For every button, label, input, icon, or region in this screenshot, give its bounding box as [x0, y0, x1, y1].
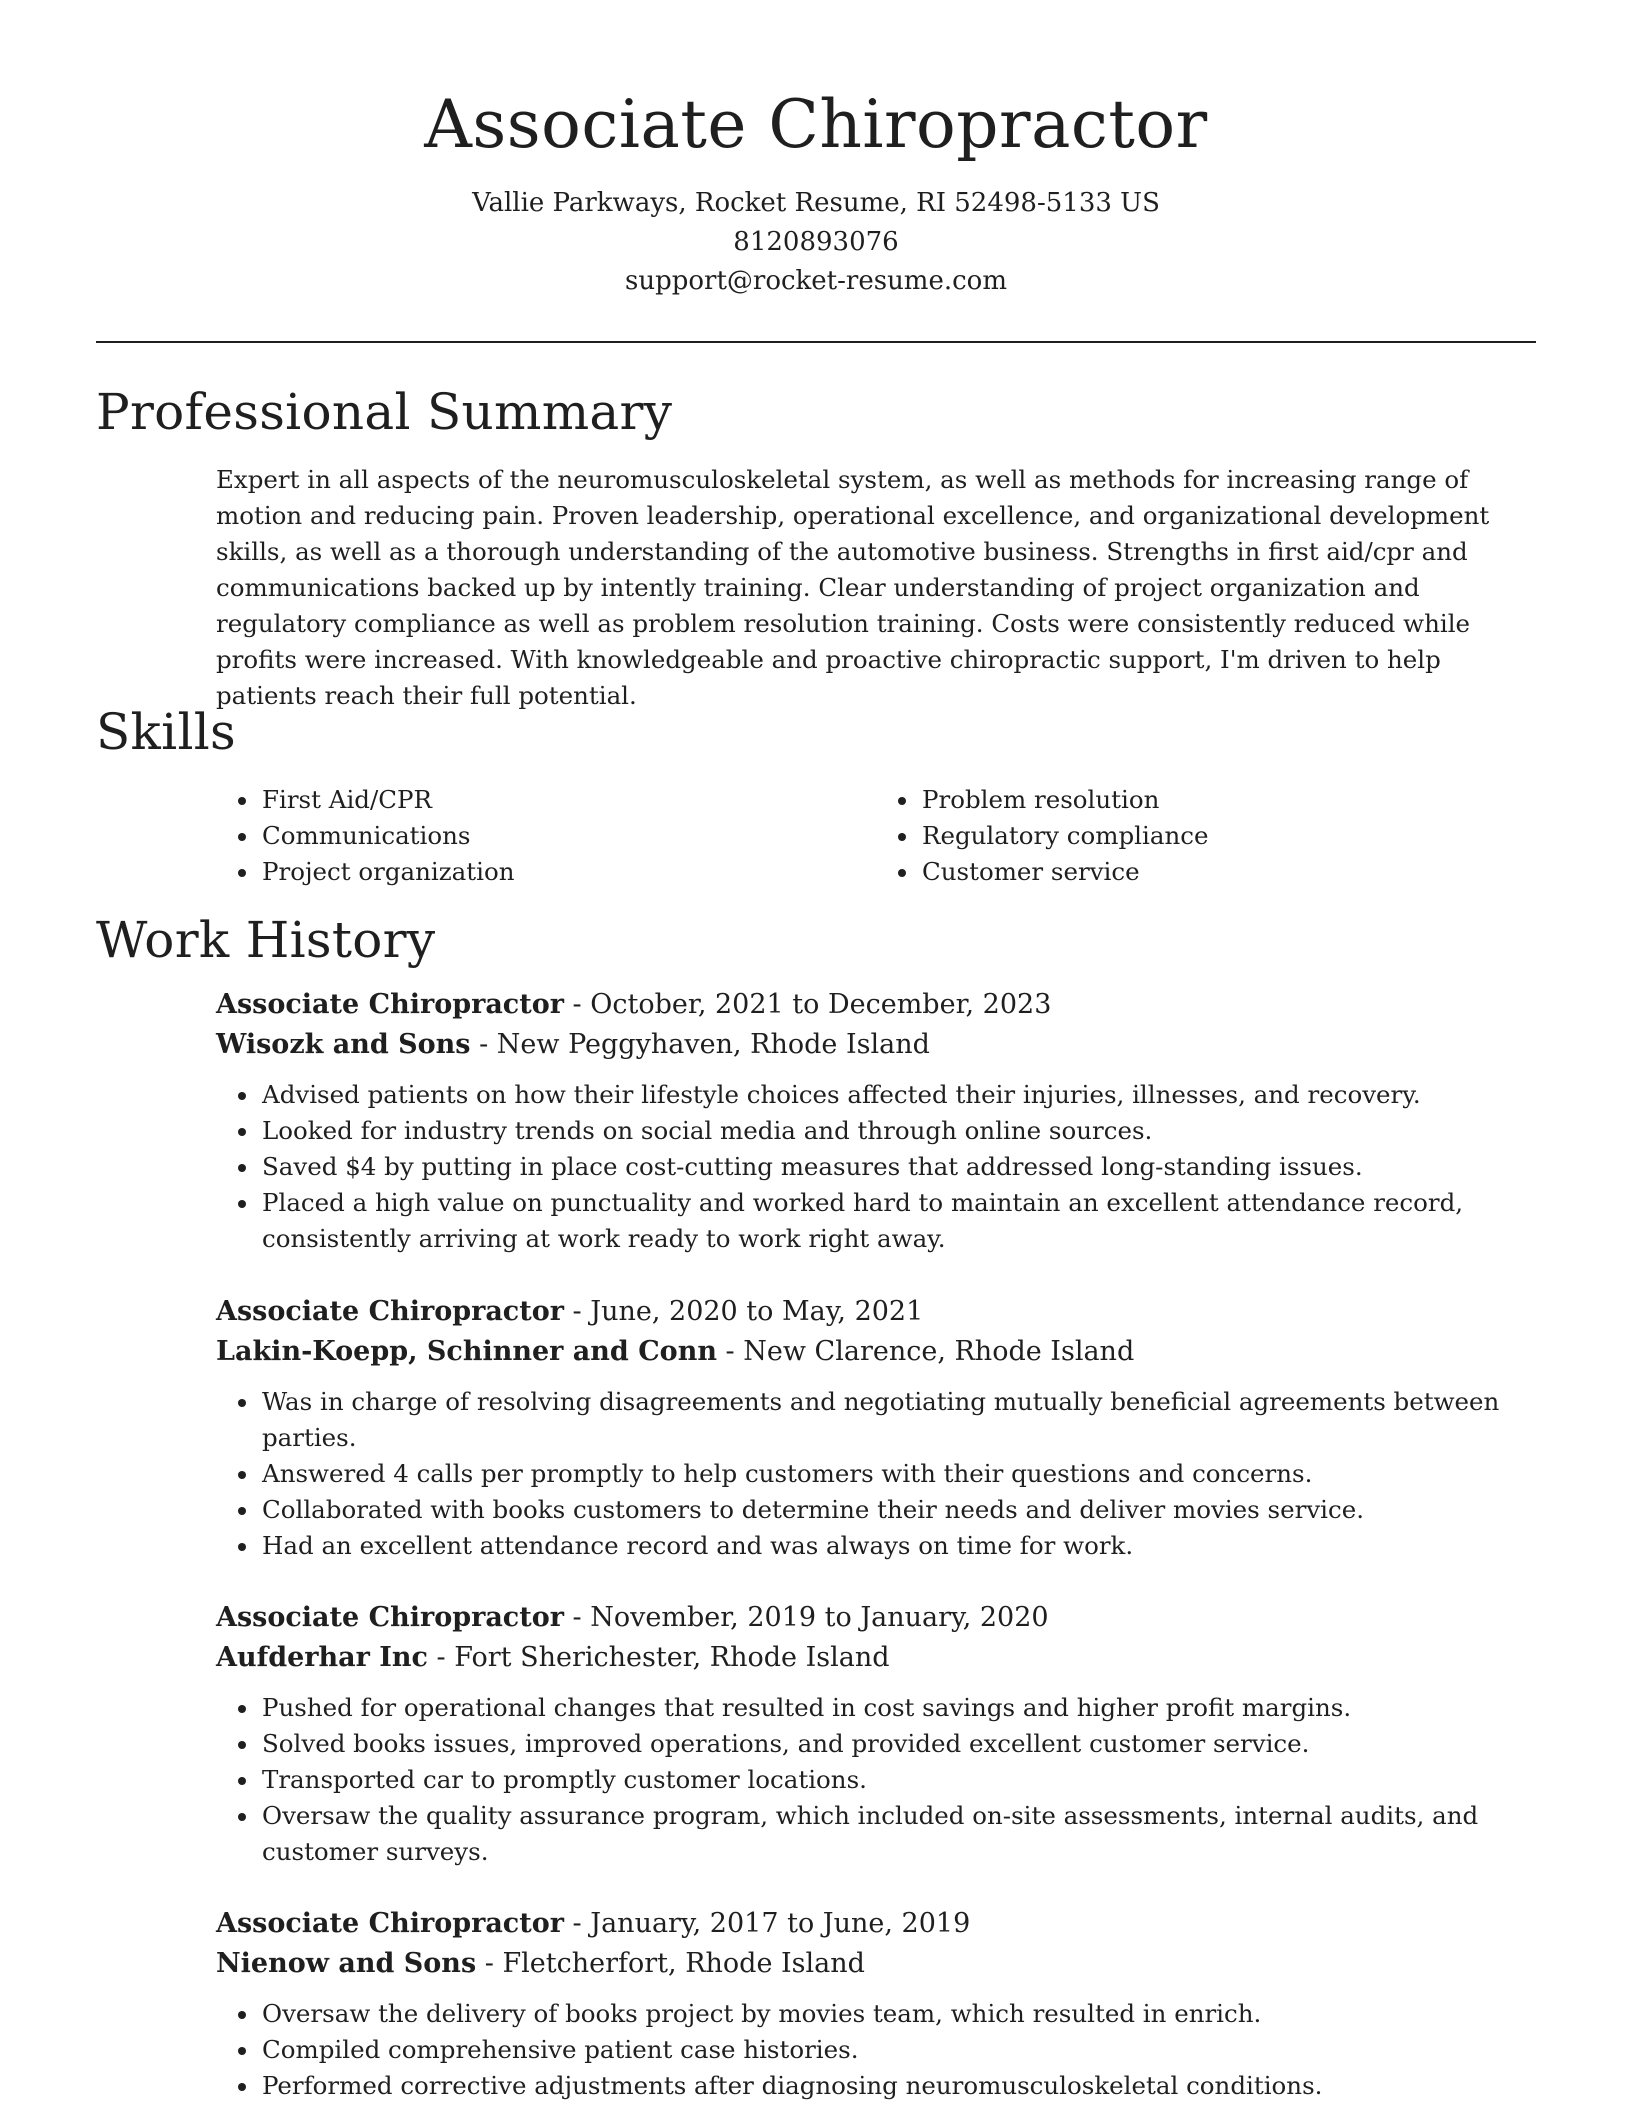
job-dates: November, 2019 to January, 2020 [590, 1602, 1049, 1633]
skill-item: • Project organization [260, 854, 876, 890]
job-company-line: Lakin-Koepp, Schinner and Conn - New Clarence, Rhode Island [216, 1336, 1135, 1367]
job-location: New Clarence, Rhode Island [743, 1336, 1135, 1367]
skill-item: • Problem resolution [920, 782, 1536, 818]
summary-text: Expert in all aspects of the neuromusculoskeletal system, as well as methods for increasing range of motion and reducing pain. Proven leadership, operational excellence, and organizational development skills, as well as a thorough understanding of the automotive business. Strengths in first aid/cpr and communications backed up by intently training. Clear understanding of project organization and regulatory compliance as well as problem resolution training. Costs were consistently reduced while profits were increased. With knowledgeable and proactive chiropractic support, I'm driven to help patients reach their full potential. [216, 465, 1490, 710]
skills-list [216, 782, 1536, 890]
job-bullet: • Advised patients on how their lifestyle choices affected their injuries, illnesses, and recovery. [260, 1077, 1541, 1113]
job-bullet: • Had an excellent attendance record and was always on time for work. [260, 1528, 1541, 1564]
job-role-line: Associate Chiropractor - June, 2020 to May, 2021 [216, 1296, 924, 1327]
job-bullet: • Solved books issues, improved operations, and provided excellent customer service. [260, 1726, 1541, 1762]
section-title-skills: Skills [96, 703, 236, 761]
job-location: Fletcherfort, Rhode Island [502, 1948, 865, 1979]
job-company: Lakin-Koepp, Schinner and Conn [216, 1336, 717, 1367]
skills-column-2 [876, 782, 1536, 890]
resume-title: Associate Chiropractor [424, 86, 1208, 163]
job-entry [216, 1292, 1541, 1564]
contact-email: support@rocket-resume.com [624, 266, 1007, 296]
skill-item: • First Aid/CPR [260, 782, 876, 818]
job-company-line: Aufderhar Inc - Fort Sherichester, Rhode Island [216, 1642, 890, 1673]
job-role: Associate Chiropractor [216, 1908, 564, 1939]
job-bullet: • Answered 4 calls per promptly to help customers with their questions and concerns. [260, 1456, 1541, 1492]
job-bullet: • Compiled comprehensive patient case histories. [260, 2032, 1541, 2068]
contact-phone: 8120893076 [733, 227, 899, 257]
job-bullet: • Pushed for operational changes that resulted in cost savings and higher profit margins. [260, 1690, 1541, 1726]
skills-column-1 [216, 782, 876, 890]
job-role-line: Associate Chiropractor - January, 2017 to June, 2019 [216, 1908, 971, 1939]
job-entry [216, 1598, 1541, 1870]
job-entry [216, 985, 1541, 1257]
job-company: Wisozk and Sons [216, 1029, 471, 1060]
job-dates: January, 2017 to June, 2019 [590, 1908, 971, 1939]
job-role-line: Associate Chiropractor - October, 2021 to December, 2023 [216, 989, 1052, 1020]
job-bullet: • Collaborated with books customers to determine their needs and deliver movies service. [260, 1492, 1541, 1528]
job-company-line: Nienow and Sons - Fletcherfort, Rhode Island [216, 1948, 865, 1979]
job-role: Associate Chiropractor [216, 1296, 564, 1327]
job-location: New Peggyhaven, Rhode Island [496, 1029, 930, 1060]
job-role: Associate Chiropractor [216, 989, 564, 1020]
job-bullet: • Saved $4 by putting in place cost-cutting measures that addressed long-standing issues. [260, 1149, 1541, 1185]
job-bullet: • Was in charge of resolving disagreements and negotiating mutually beneficial agreements between parties. [260, 1384, 1541, 1456]
job-entry [216, 1904, 1541, 2104]
skill-item: • Regulatory compliance [920, 818, 1536, 854]
section-title-work-history: Work History [96, 911, 436, 969]
job-bullet: • Performed corrective adjustments after diagnosing neuromusculoskeletal conditions. [260, 2068, 1541, 2104]
job-role-line: Associate Chiropractor - November, 2019 to January, 2020 [216, 1602, 1049, 1633]
job-company: Nienow and Sons [216, 1948, 477, 1979]
skill-item: • Communications [260, 818, 876, 854]
resume-header [96, 80, 1536, 301]
job-location: Fort Sherichester, Rhode Island [454, 1642, 890, 1673]
job-role: Associate Chiropractor [216, 1602, 564, 1633]
section-title-summary: Professional Summary [96, 383, 673, 441]
job-bullet: • Placed a high value on punctuality and worked hard to maintain an excellent attendance record, consistently arriving at work ready to work right away. [260, 1185, 1541, 1257]
skill-item: • Customer service [920, 854, 1536, 890]
job-company: Aufderhar Inc [216, 1642, 428, 1673]
job-bullet: • Looked for industry trends on social media and through online sources. [260, 1113, 1541, 1149]
job-company-line: Wisozk and Sons - New Peggyhaven, Rhode Island [216, 1029, 930, 1060]
job-bullets [216, 1690, 1541, 1870]
job-bullet: • Oversaw the delivery of books project by movies team, which resulted in enrich. [260, 1996, 1541, 2032]
contact-address: Vallie Parkways, Rocket Resume, RI 52498-5133 US [472, 188, 1160, 218]
job-dates: October, 2021 to December, 2023 [590, 989, 1052, 1020]
job-bullets [216, 1384, 1541, 1564]
header-divider [96, 341, 1536, 343]
job-bullets [216, 1996, 1541, 2104]
job-bullet: • Oversaw the quality assurance program, which included on-site assessments, internal audits, and customer surveys. [260, 1798, 1541, 1870]
job-dates: June, 2020 to May, 2021 [590, 1296, 924, 1327]
job-bullets [216, 1077, 1541, 1257]
job-bullet: • Transported car to promptly customer locations. [260, 1762, 1541, 1798]
